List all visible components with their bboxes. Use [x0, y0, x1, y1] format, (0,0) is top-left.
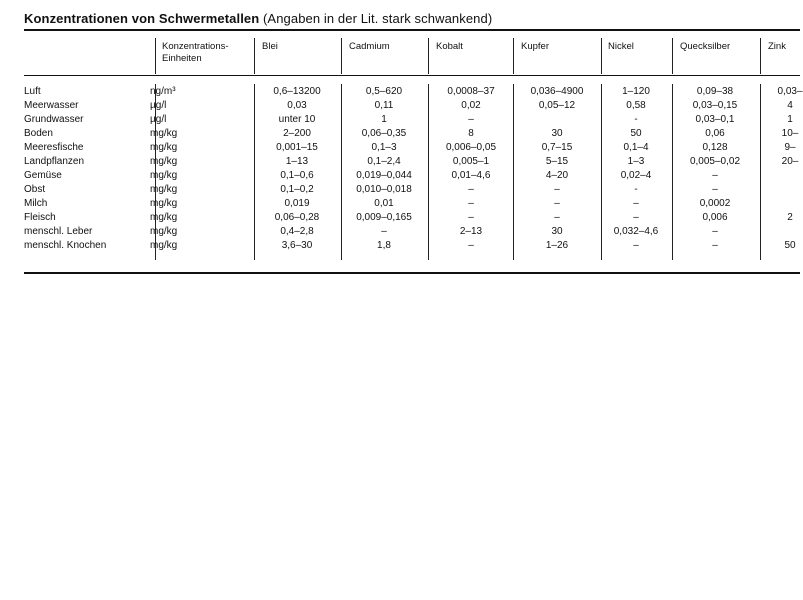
cell-blei: 0,4–2,8 [280, 226, 314, 237]
cell-quecksilber: 0,005–0,02 [689, 156, 741, 167]
header-zink: Zink [768, 41, 786, 52]
cell-zink: 1 [787, 114, 793, 125]
bottom-rule [24, 272, 800, 274]
title-bold: Konzentrationen von Schwermetallen [24, 11, 260, 26]
column-separator-header [155, 38, 156, 74]
cell-kobalt: 0,01–4,6 [451, 170, 491, 181]
cell-kupfer: – [554, 184, 560, 195]
cell-cadmium: 0,1–2,4 [367, 156, 401, 167]
column-separator-header [341, 38, 342, 74]
cell-zink: 9– [784, 142, 796, 153]
row-label: Luft [24, 86, 41, 97]
cell-cadmium: 0,06–0,35 [361, 128, 407, 139]
cell-kupfer: 4–20 [545, 170, 569, 181]
cell-kobalt: – [468, 240, 474, 251]
cell-kobalt: – [468, 212, 474, 223]
row-unit: µg/l [150, 100, 167, 111]
cell-blei: 3,6–30 [281, 240, 313, 251]
cell-quecksilber: 0,03–0,15 [692, 100, 738, 111]
row-label: Fleisch [24, 212, 56, 223]
row-unit: mg/kg [150, 198, 178, 209]
cell-quecksilber: 0,128 [702, 142, 728, 153]
column-separator-header [672, 38, 673, 74]
cell-blei: 0,019 [284, 198, 310, 209]
cell-kobalt: 0,005–1 [452, 156, 490, 167]
cell-nickel: - [634, 184, 638, 195]
cell-zink: 50 [784, 240, 796, 251]
row-unit: mg/kg [150, 142, 178, 153]
header-unit-line-1: Konzentrations- [162, 41, 229, 52]
cell-cadmium: 1,8 [377, 240, 391, 251]
cell-zink: 20– [781, 156, 799, 167]
column-separator-body [341, 84, 342, 260]
cell-cadmium: 0,01 [374, 198, 394, 209]
cell-nickel: 1–120 [622, 86, 650, 97]
cell-cadmium: 0,11 [374, 100, 394, 111]
column-separator-body [513, 84, 514, 260]
cell-nickel: 0,1–4 [623, 142, 649, 153]
header-quecksilber: Quecksilber [680, 41, 731, 52]
row-label: menschl. Leber [24, 226, 93, 237]
header-nickel: Nickel [608, 41, 634, 52]
cell-blei: 0,1–0,6 [280, 170, 314, 181]
cell-kobalt: – [468, 114, 474, 125]
cell-kupfer: 0,7–15 [541, 142, 573, 153]
table-title [24, 11, 492, 26]
row-label: Obst [24, 184, 46, 195]
row-unit: mg/kg [150, 212, 178, 223]
row-unit: mg/kg [150, 170, 178, 181]
cell-kobalt: 0,02 [461, 100, 481, 111]
cell-quecksilber: – [712, 170, 718, 181]
cell-kupfer: 30 [551, 128, 563, 139]
cell-blei: unter 10 [278, 114, 316, 125]
header-kobalt: Kobalt [436, 41, 463, 52]
row-label: Gemüse [24, 170, 62, 181]
cell-kobalt: – [468, 184, 474, 195]
cell-blei: 2–200 [283, 128, 311, 139]
cell-kupfer: 5–15 [545, 156, 569, 167]
cell-cadmium: 0,009–0,165 [356, 212, 412, 223]
cell-nickel: – [633, 240, 639, 251]
cell-blei: 0,6–13200 [273, 86, 321, 97]
cell-cadmium: 0,010–0,018 [356, 184, 412, 195]
cell-cadmium: 0,5–620 [365, 86, 403, 97]
top-rule [24, 29, 800, 31]
row-unit: µg/l [150, 114, 167, 125]
cell-nickel: 1–3 [627, 156, 645, 167]
column-separator-body [672, 84, 673, 260]
cell-blei: 0,1–0,2 [280, 184, 314, 195]
cell-cadmium: 0,1–3 [371, 142, 397, 153]
column-separator-header [513, 38, 514, 74]
cell-zink: 2 [787, 212, 793, 223]
cell-kobalt: 2–13 [459, 226, 483, 237]
cell-quecksilber: – [712, 240, 718, 251]
cell-kupfer: 0,05–12 [538, 100, 576, 111]
header-unit [162, 41, 229, 65]
row-label: Landpflanzen [24, 156, 85, 167]
row-label: Meerwasser [24, 100, 79, 111]
cell-blei: 0,06–0,28 [274, 212, 320, 223]
cell-nickel: – [633, 198, 639, 209]
column-separator-body [601, 84, 602, 260]
cell-cadmium: – [381, 226, 387, 237]
cell-zink: 4 [787, 100, 793, 111]
cell-cadmium: 0,019–0,044 [356, 170, 412, 181]
row-unit: mg/kg [150, 128, 178, 139]
cell-zink: 10– [781, 128, 799, 139]
header-cadmium: Cadmium [349, 41, 390, 52]
column-separator-header [254, 38, 255, 74]
cell-cadmium: 1 [381, 114, 387, 125]
cell-kupfer: 1–26 [545, 240, 569, 251]
cell-zink: 0,03– [777, 86, 803, 97]
column-separator-body [254, 84, 255, 260]
column-separator-body [428, 84, 429, 260]
cell-kobalt: 0,0008–37 [447, 86, 495, 97]
cell-kupfer: – [554, 198, 560, 209]
row-label: Meeresfische [24, 142, 84, 153]
column-separator-header [601, 38, 602, 74]
cell-nickel: 0,02–4 [620, 170, 652, 181]
row-unit: mg/kg [150, 156, 178, 167]
row-label: Boden [24, 128, 53, 139]
row-unit: mg/kg [150, 184, 178, 195]
header-rule [24, 75, 800, 76]
cell-kupfer: – [554, 212, 560, 223]
column-separator-header [428, 38, 429, 74]
cell-kupfer: 0,036–4900 [530, 86, 584, 97]
cell-nickel: 0,58 [626, 100, 646, 111]
cell-quecksilber: – [712, 184, 718, 195]
cell-quecksilber: – [712, 226, 718, 237]
cell-blei: 0,03 [287, 100, 307, 111]
cell-quecksilber: 0,03–0,1 [695, 114, 735, 125]
row-label: menschl. Knochen [24, 240, 107, 251]
cell-nickel: 50 [630, 128, 642, 139]
cell-kupfer: 30 [551, 226, 563, 237]
column-separator-header [760, 38, 761, 74]
cell-quecksilber: 0,006 [702, 212, 728, 223]
cell-quecksilber: 0,09–38 [696, 86, 734, 97]
row-label: Milch [24, 198, 48, 209]
cell-blei: 0,001–15 [276, 142, 318, 153]
cell-kobalt: 8 [468, 128, 474, 139]
row-unit: mg/kg [150, 240, 178, 251]
column-separator-body [760, 84, 761, 260]
header-blei: Blei [262, 41, 278, 52]
cell-nickel: 0,032–4,6 [613, 226, 659, 237]
cell-kobalt: 0,006–0,05 [445, 142, 497, 153]
cell-quecksilber: 0,06 [705, 128, 725, 139]
cell-kobalt: – [468, 198, 474, 209]
cell-quecksilber: 0,0002 [699, 198, 731, 209]
header-kupfer: Kupfer [521, 41, 549, 52]
header-unit-line-2: Einheiten [162, 53, 202, 64]
cell-nickel: - [634, 114, 638, 125]
title-note: (Angaben in der Lit. stark schwankend) [263, 11, 493, 26]
row-label: Grundwasser [24, 114, 84, 125]
row-unit: ng/m³ [150, 86, 176, 97]
cell-blei: 1–13 [285, 156, 309, 167]
row-unit: mg/kg [150, 226, 178, 237]
cell-nickel: – [633, 212, 639, 223]
